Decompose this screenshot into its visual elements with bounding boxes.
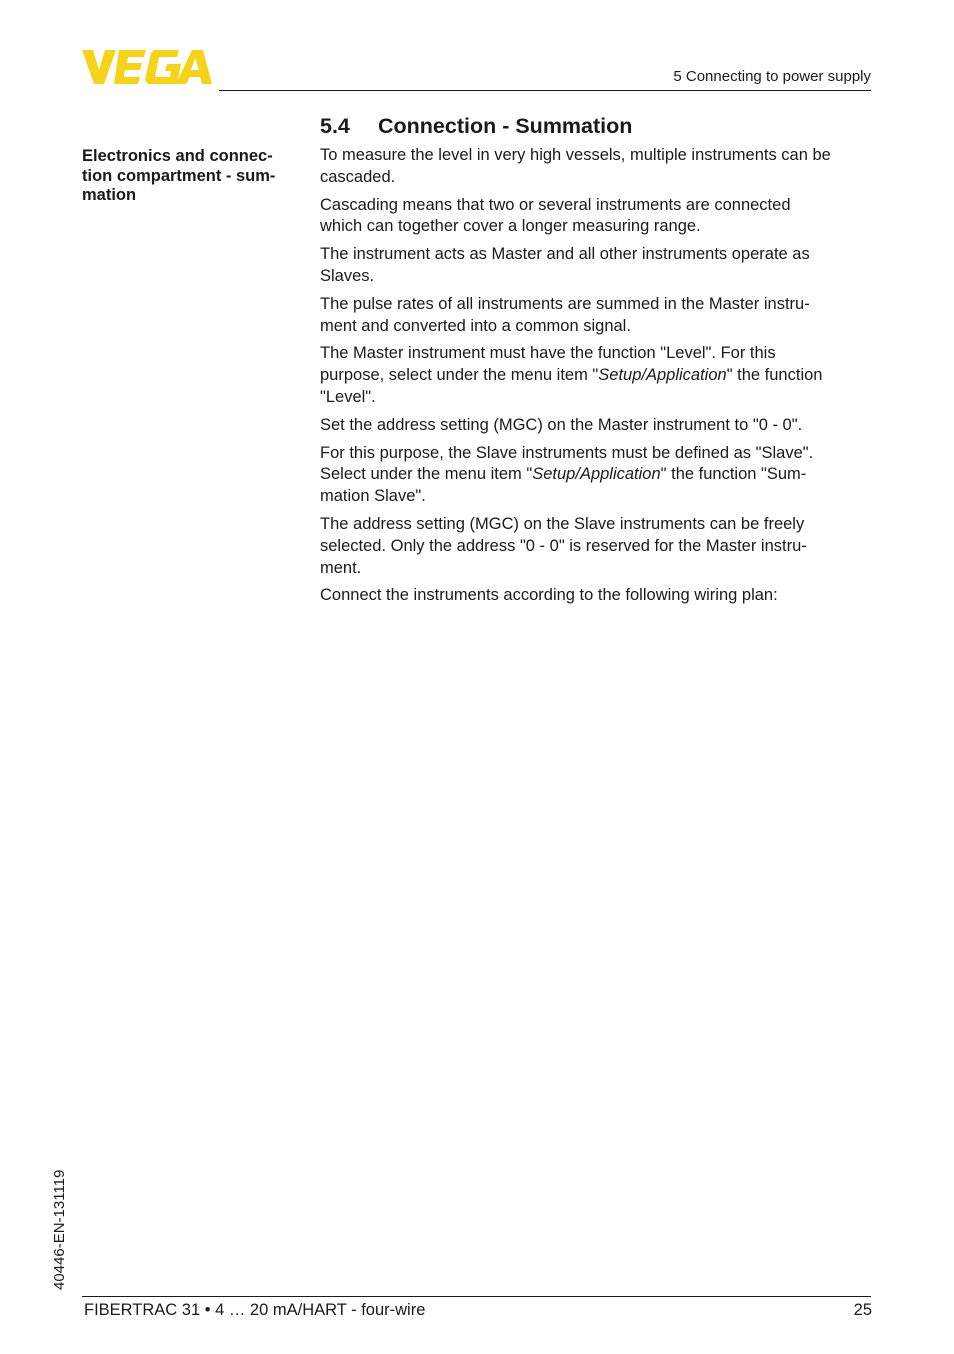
paragraph-master-slaves <box>320 244 880 288</box>
text-fragment: Select under the menu item " <box>320 465 533 484</box>
text-line: Set the address setting (MGC) on the Master instrument to "0 - 0". <box>320 415 803 434</box>
text-fragment: " the function "Sum- <box>660 465 807 484</box>
text-line: Cascading means that two or several instruments are connected <box>320 195 791 214</box>
text-line: selected. Only the address "0 - 0" is reserved for the Master instru- <box>320 536 807 555</box>
text-line: ment and converted into a common signal. <box>320 316 631 335</box>
margin-note-line: Electronics and connec- <box>82 147 273 165</box>
text-line: Connect the instruments according to the following wiring plan: <box>320 586 778 605</box>
paragraph-master-function <box>320 343 880 408</box>
text-line: "Level". <box>320 387 376 406</box>
text-line: ment. <box>320 558 362 577</box>
paragraph-pulse-rates <box>320 294 880 338</box>
section-number: 5.4 <box>320 114 350 138</box>
text-line: The address setting (MGC) on the Slave instruments can be freely <box>320 514 805 533</box>
text-line: The pulse rates of all instruments are summed in the Master instru- <box>320 294 810 313</box>
paragraph-slave-address <box>320 514 880 579</box>
text-line: mation Slave". <box>320 487 426 506</box>
vega-logo <box>82 50 212 84</box>
menu-path: Setup/Application <box>598 366 727 385</box>
text-line <box>320 464 880 486</box>
footer-divider <box>82 1296 871 1297</box>
section-title: Connection - Summation <box>378 114 633 138</box>
margin-note-line: mation <box>82 186 137 204</box>
text-line <box>320 365 880 387</box>
paragraph-master-address <box>320 415 880 437</box>
document-code: 40446-EN-131119 <box>51 1169 68 1290</box>
margin-note <box>82 147 302 206</box>
paragraph-cascading-definition <box>320 195 880 239</box>
text-line: To measure the level in very high vessels, multiple instruments can be <box>320 146 831 164</box>
text-line: The Master instrument must have the function "Level". For this <box>320 344 776 363</box>
footer-product: FIBERTRAC 31 • 4 … 20 mA/HART - four-wire <box>84 1301 426 1319</box>
text-fragment: " the function <box>726 366 823 385</box>
text-line: For this purpose, the Slave instruments must be defined as "Slave". <box>320 443 814 462</box>
margin-note-line: tion compartment - sum- <box>82 166 276 185</box>
text-line: which can together cover a longer measuring range. <box>320 217 701 236</box>
section-heading <box>320 112 632 140</box>
page-number: 25 <box>853 1301 872 1319</box>
text-line: Slaves. <box>320 266 375 285</box>
text-fragment: purpose, select under the menu item " <box>320 366 599 385</box>
paragraph-wiring-plan <box>320 585 880 607</box>
header-section-title: 5 Connecting to power supply <box>673 68 871 85</box>
text-line: cascaded. <box>320 167 396 186</box>
paragraph-slave-function <box>320 443 880 508</box>
menu-path: Setup/Application <box>532 465 661 484</box>
paragraph-cascade-intro <box>320 145 880 189</box>
body-text <box>320 145 880 613</box>
header-divider <box>219 90 871 91</box>
text-line: The instrument acts as Master and all other instruments operate as <box>320 245 810 264</box>
